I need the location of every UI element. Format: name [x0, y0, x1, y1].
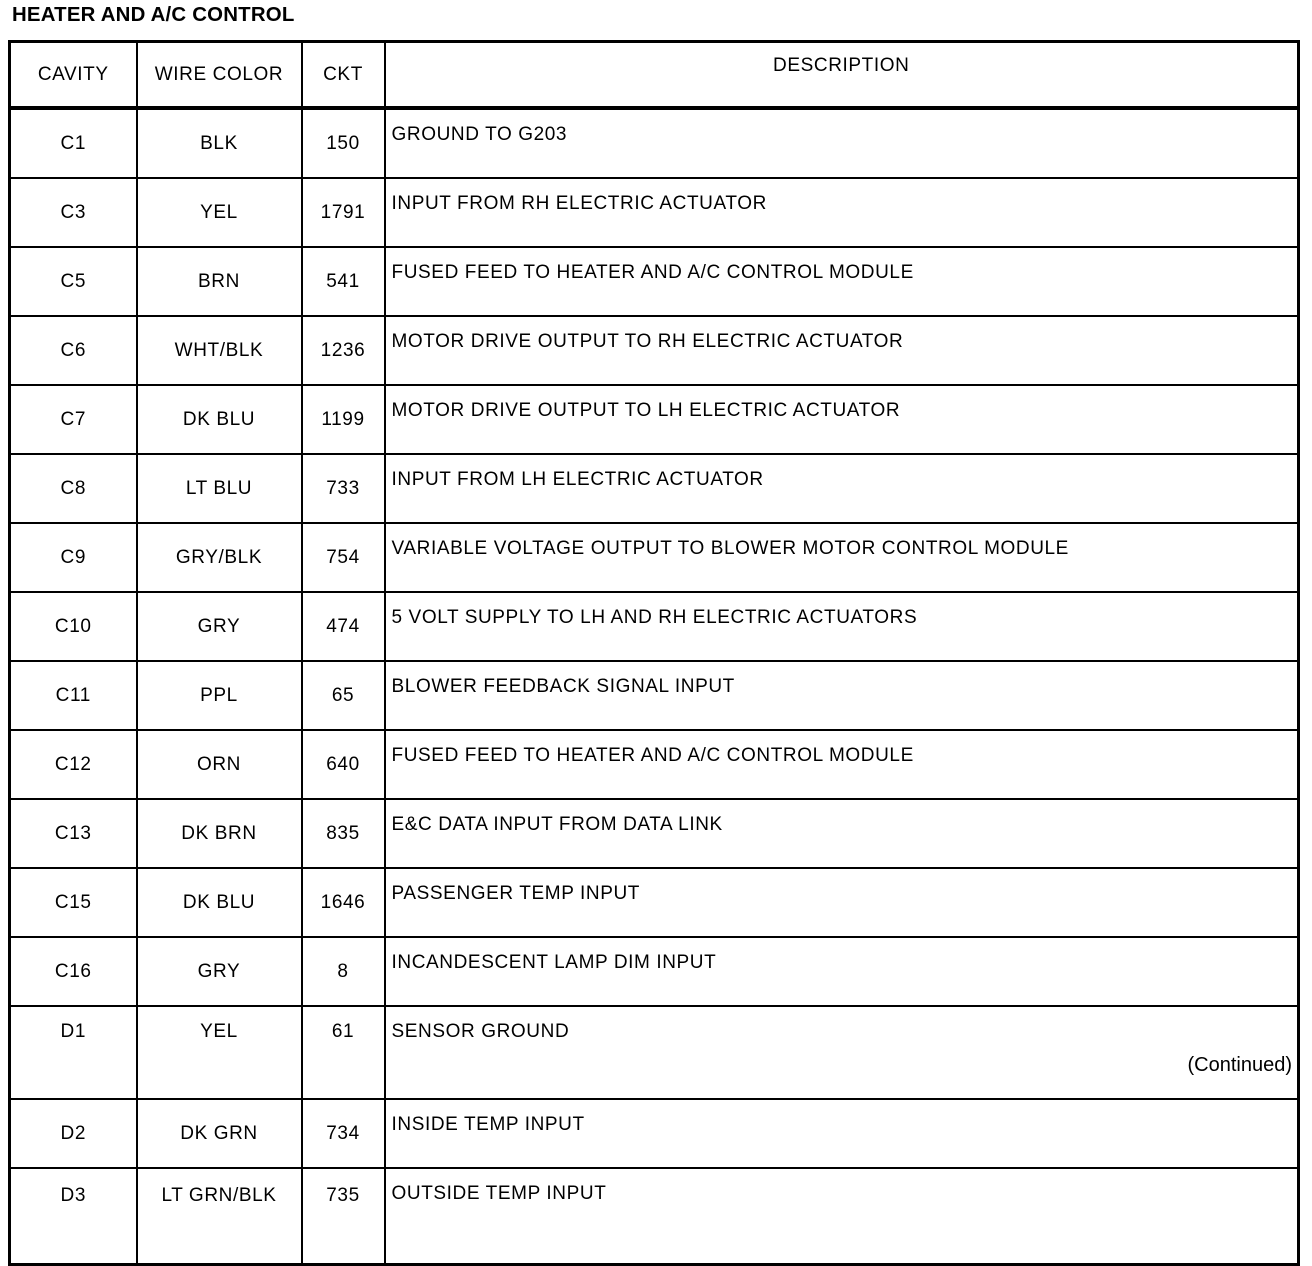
wire-color-cell: BLK [137, 108, 302, 178]
description-cell: INSIDE TEMP INPUT [385, 1099, 1299, 1168]
cavity-cell: C13 [10, 799, 137, 868]
wire-color-cell: ORN [137, 730, 302, 799]
table-row [10, 316, 1299, 385]
wire-color-cell: LT GRN/BLK [137, 1168, 302, 1265]
header-ckt: CKT [302, 42, 385, 109]
cavity-cell: C5 [10, 247, 137, 316]
table-row [10, 178, 1299, 247]
table-row [10, 868, 1299, 937]
table-row [10, 1006, 1299, 1099]
cavity-cell: C16 [10, 937, 137, 1006]
continued-note: (Continued) [1187, 1054, 1292, 1076]
description-cell: 5 VOLT SUPPLY TO LH AND RH ELECTRIC ACTUATORS [385, 592, 1299, 661]
table-row [10, 385, 1299, 454]
description-cell: BLOWER FEEDBACK SIGNAL INPUT [385, 661, 1299, 730]
table-header-row [10, 42, 1299, 109]
ckt-cell: 61 [302, 1006, 385, 1099]
ckt-cell: 1199 [302, 385, 385, 454]
ckt-cell: 640 [302, 730, 385, 799]
ckt-cell: 835 [302, 799, 385, 868]
ckt-cell: 474 [302, 592, 385, 661]
cavity-cell: D2 [10, 1099, 137, 1168]
table-row [10, 108, 1299, 178]
ckt-cell: 65 [302, 661, 385, 730]
table-row [10, 247, 1299, 316]
ckt-cell: 734 [302, 1099, 385, 1168]
wire-color-cell: DK GRN [137, 1099, 302, 1168]
description-cell: FUSED FEED TO HEATER AND A/C CONTROL MODULE [385, 247, 1299, 316]
description-cell: VARIABLE VOLTAGE OUTPUT TO BLOWER MOTOR CONTROL MODULE [385, 523, 1299, 592]
ckt-cell: 541 [302, 247, 385, 316]
description-cell: INCANDESCENT LAMP DIM INPUT [385, 937, 1299, 1006]
cavity-cell: C9 [10, 523, 137, 592]
header-wire-color: WIRE COLOR [137, 42, 302, 109]
cavity-cell: C10 [10, 592, 137, 661]
ckt-cell: 735 [302, 1168, 385, 1265]
cavity-cell: D3 [10, 1168, 137, 1265]
description-cell: GROUND TO G203 [385, 108, 1299, 178]
table-row [10, 592, 1299, 661]
table-row [10, 661, 1299, 730]
table-row [10, 730, 1299, 799]
ckt-cell: 754 [302, 523, 385, 592]
header-description: DESCRIPTION [385, 42, 1299, 109]
description-cell: PASSENGER TEMP INPUT [385, 868, 1299, 937]
table-row [10, 454, 1299, 523]
wire-color-cell: GRY/BLK [137, 523, 302, 592]
cavity-cell: C7 [10, 385, 137, 454]
cavity-cell: C11 [10, 661, 137, 730]
description-cell: SENSOR GROUND [385, 1006, 1299, 1099]
wire-color-cell: WHT/BLK [137, 316, 302, 385]
cavity-cell: C3 [10, 178, 137, 247]
wire-color-cell: BRN [137, 247, 302, 316]
description-cell: FUSED FEED TO HEATER AND A/C CONTROL MODULE [385, 730, 1299, 799]
description-cell: MOTOR DRIVE OUTPUT TO LH ELECTRIC ACTUATOR [385, 385, 1299, 454]
ckt-cell: 150 [302, 108, 385, 178]
wire-color-cell: GRY [137, 937, 302, 1006]
description-cell: INPUT FROM LH ELECTRIC ACTUATOR [385, 454, 1299, 523]
wire-color-cell: DK BLU [137, 868, 302, 937]
description-cell: E&C DATA INPUT FROM DATA LINK [385, 799, 1299, 868]
description-cell: MOTOR DRIVE OUTPUT TO RH ELECTRIC ACTUATOR [385, 316, 1299, 385]
wire-color-cell: DK BRN [137, 799, 302, 868]
wire-color-cell: YEL [137, 1006, 302, 1099]
wire-color-cell: GRY [137, 592, 302, 661]
table-row [10, 1099, 1299, 1168]
table-row [10, 799, 1299, 868]
table-row [10, 523, 1299, 592]
cavity-cell: C12 [10, 730, 137, 799]
wire-color-cell: DK BLU [137, 385, 302, 454]
wire-color-cell: LT BLU [137, 454, 302, 523]
ckt-cell: 1646 [302, 868, 385, 937]
wire-color-cell: YEL [137, 178, 302, 247]
connector-table [8, 40, 1300, 1266]
wire-color-cell: PPL [137, 661, 302, 730]
ckt-cell: 733 [302, 454, 385, 523]
table-row [10, 1168, 1299, 1265]
description-cell: INPUT FROM RH ELECTRIC ACTUATOR [385, 178, 1299, 247]
ckt-cell: 1236 [302, 316, 385, 385]
ckt-cell: 8 [302, 937, 385, 1006]
header-cavity: CAVITY [10, 42, 137, 109]
table-row [10, 937, 1299, 1006]
cavity-cell: C6 [10, 316, 137, 385]
cavity-cell: C15 [10, 868, 137, 937]
ckt-cell: 1791 [302, 178, 385, 247]
cavity-cell: D1 [10, 1006, 137, 1099]
page-title: HEATER AND A/C CONTROL [12, 4, 295, 26]
cavity-cell: C1 [10, 108, 137, 178]
description-cell: OUTSIDE TEMP INPUT [385, 1168, 1299, 1265]
cavity-cell: C8 [10, 454, 137, 523]
